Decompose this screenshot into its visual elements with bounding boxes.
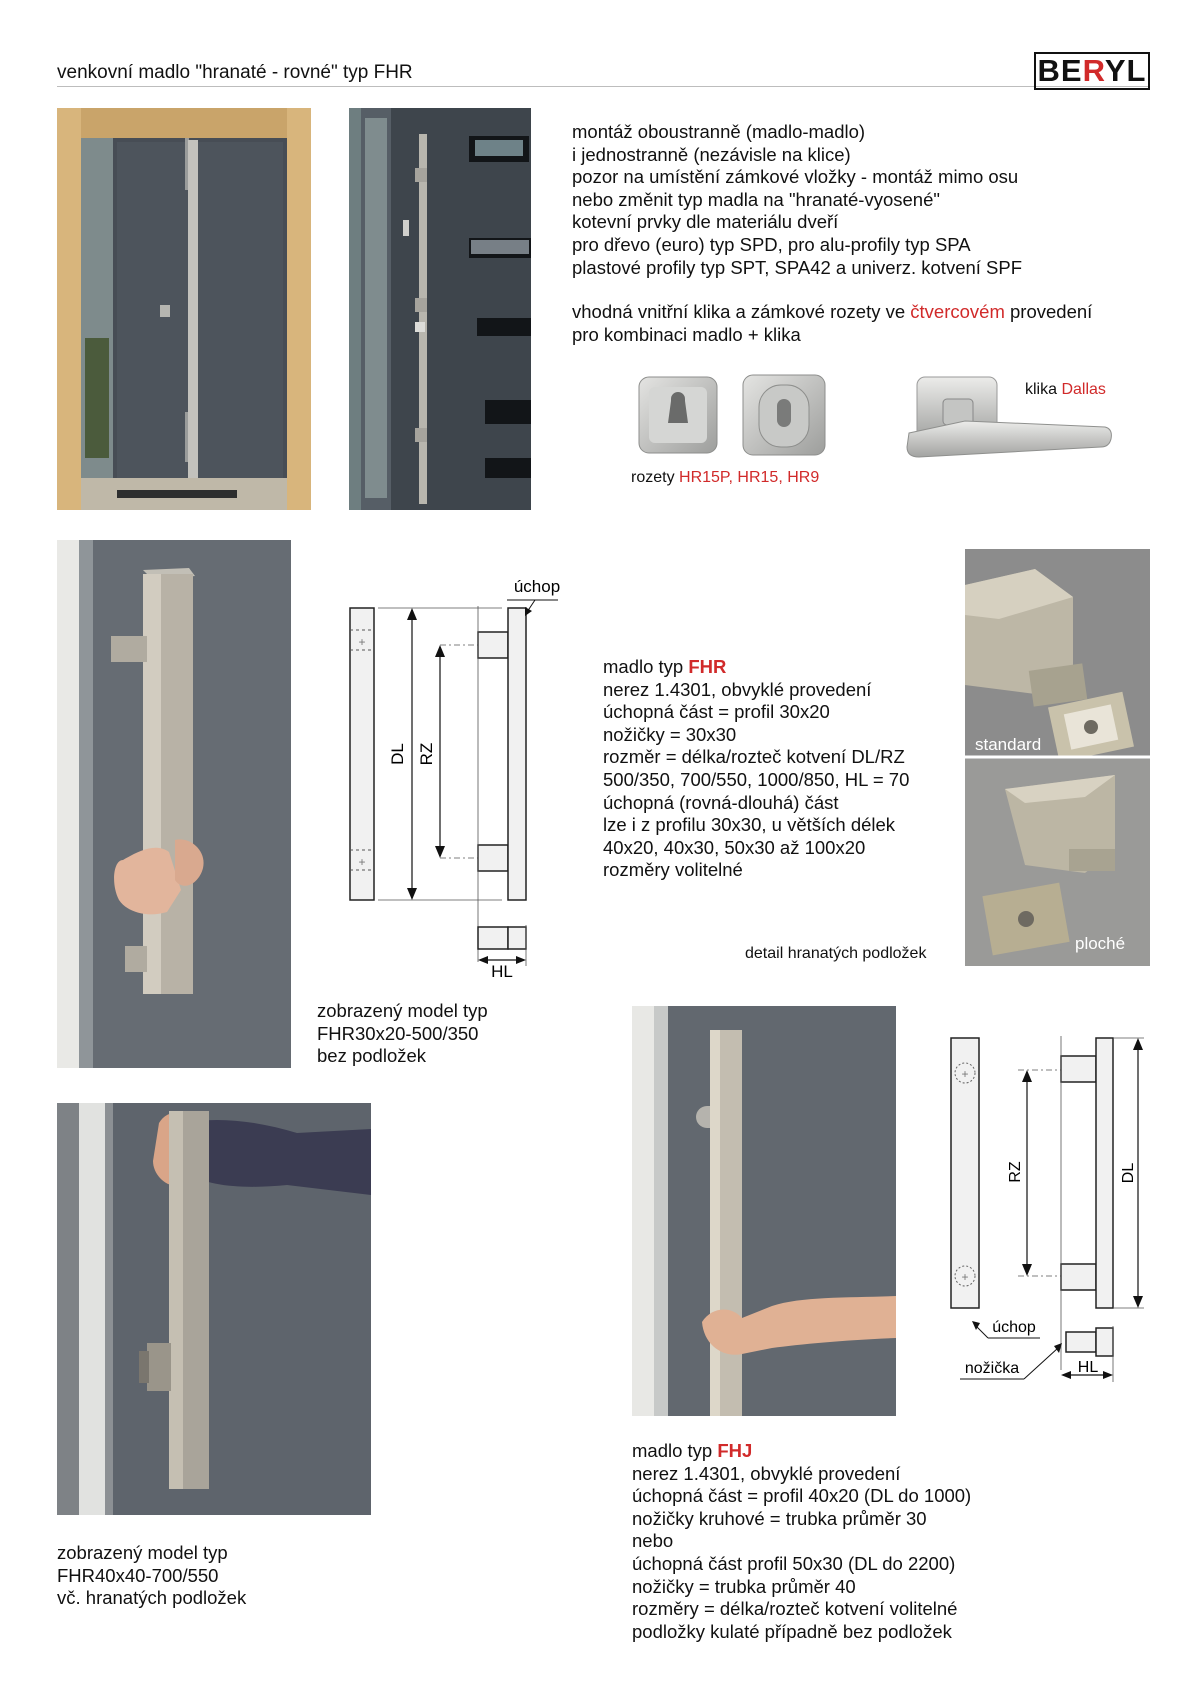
- model2-line: FHR40x40-700/550: [57, 1564, 219, 1586]
- fhj-line: podložky kulaté případně bez podložek: [632, 1620, 952, 1642]
- model1-line: bez podložek: [317, 1045, 427, 1067]
- photo-fhr30x20-hand: [57, 540, 291, 1068]
- fhj-line: nerez 1.4301, obvyklé provedení: [632, 1462, 901, 1484]
- fhj-title-prefix: madlo typ: [632, 1440, 718, 1461]
- mounting-line: nebo změnit typ madla na "hranaté-vyosené": [572, 188, 940, 210]
- fhr-line: nerez 1.4301, obvyklé provedení: [603, 678, 872, 700]
- model1-line: zobrazený model typ: [317, 1000, 488, 1021]
- mounting-line: plastové profily typ SPT, SPA42 a univerz. kotvení SPF: [572, 256, 1023, 278]
- fhr-title-model: FHR: [688, 656, 727, 677]
- fhr-line: nožičky = 30x30: [603, 723, 737, 745]
- drawing2-grip-label: úchop: [992, 1319, 1036, 1336]
- plate-standard-label: standard: [975, 735, 1042, 754]
- combination-tip-line2: pro kombinaci madlo + klika: [572, 323, 801, 345]
- svg-text:+: +: [961, 1067, 969, 1081]
- fhr-line: rozměr = délka/rozteč kotvení DL/RZ: [603, 746, 905, 768]
- photo-fhr40x40-hand: [57, 1103, 371, 1515]
- drawing-grip-label: úchop: [513, 577, 561, 596]
- drawing2-dl-label: DL: [1120, 1162, 1137, 1184]
- svg-text:+: +: [961, 1270, 969, 1284]
- svg-text:+: +: [358, 635, 366, 649]
- fhr-line: 500/350, 700/550, 1000/850, HL = 70: [603, 768, 910, 790]
- drawing2-hl-label: HL: [1077, 1359, 1099, 1376]
- plate-flat-label: ploché: [1075, 934, 1126, 953]
- combination-tip: [572, 301, 1182, 324]
- fhr-spec: [603, 656, 933, 882]
- fhj-line: úchopná část profil 50x30 (DL do 2200): [632, 1552, 956, 1574]
- model2-line: zobrazený model typ: [57, 1542, 228, 1563]
- fhj-line: rozměry = délka/rozteč kotvení volitelné: [632, 1598, 958, 1620]
- logo-part-1: BE: [1037, 53, 1083, 88]
- fhj-title-model: FHJ: [717, 1440, 753, 1461]
- fhr-line: úchopná (rovná-dlouhá) část: [603, 791, 839, 813]
- fhr-line: lze i z profilu 30x30, u větších délek: [603, 814, 896, 836]
- drawing-fhr: [345, 570, 565, 980]
- rosettes-image: [635, 373, 830, 458]
- mounting-line: i jednostranně (nezávisle na klice): [572, 143, 851, 165]
- mounting-line: pro dřevo (euro) typ SPD, pro alu-profily typ SPA: [572, 233, 971, 255]
- fhj-line: úchopná část = profil 40x20 (DL do 1000): [632, 1485, 972, 1507]
- fhj-line: nožičky kruhové = trubka průměr 30: [632, 1507, 927, 1529]
- tip-text-end: provedení: [1004, 301, 1093, 323]
- rosettes-models: HR15P, HR15, HR9: [679, 469, 820, 486]
- logo-part-2: R: [1082, 53, 1105, 88]
- header-divider: [57, 86, 1149, 87]
- tip-highlight: čtvercovém: [910, 301, 1005, 323]
- rosettes-label: rozety: [631, 469, 680, 486]
- model2-line: vč. hranatých podložek: [57, 1587, 247, 1609]
- lever-caption: [1025, 381, 1106, 399]
- page-title: venkovní madlo "hranaté - rovné" typ FHR: [57, 62, 413, 83]
- drawing-hl-label: HL: [491, 962, 513, 980]
- drawing-dl-label: DL: [388, 743, 407, 765]
- model1-line: FHR30x20-500/350: [317, 1022, 479, 1044]
- fhr-line: 40x20, 40x30, 50x30 až 100x20: [603, 836, 866, 858]
- model2-caption: [57, 1542, 317, 1610]
- photo-fhj-hand: [632, 1006, 896, 1416]
- rosettes-caption: [631, 469, 819, 487]
- drawing2-rz-label: RZ: [1007, 1161, 1024, 1183]
- detail-caption: detail hranatých podložek: [745, 945, 927, 962]
- photo-door-side: [349, 108, 531, 510]
- logo-part-3: YL: [1104, 53, 1147, 88]
- svg-text:+: +: [358, 855, 366, 869]
- fhr-line: úchopná část = profil 30x20: [603, 701, 830, 723]
- fhj-title: [632, 1440, 1052, 1463]
- fhj-line: nožičky = trubka průměr 40: [632, 1575, 856, 1597]
- photo-base-plates: [965, 549, 1150, 966]
- mounting-line: montáž oboustranně (madlo-madlo): [572, 121, 866, 142]
- fhr-title: [603, 656, 933, 679]
- mounting-info: [572, 121, 1182, 346]
- lever-model: Dallas: [1061, 381, 1106, 398]
- lever-label: klika: [1025, 381, 1062, 398]
- tip-text: vhodná vnitřní klika a zámkové rozety ve: [572, 301, 911, 323]
- fhj-spec: [632, 1440, 1052, 1643]
- fhj-line: nebo: [632, 1530, 674, 1552]
- model1-caption: [317, 1000, 557, 1068]
- beryl-logo: [1034, 52, 1150, 90]
- drawing-rz-label: RZ: [417, 742, 436, 766]
- photo-door-front: [57, 108, 311, 510]
- drawing-fhj: [948, 1030, 1158, 1390]
- drawing2-foot-label: nožička: [964, 1360, 1020, 1377]
- mounting-line: kotevní prvky dle materiálu dveří: [572, 211, 839, 233]
- fhr-title-prefix: madlo typ: [603, 656, 689, 677]
- fhr-line: rozměry volitelné: [603, 859, 743, 881]
- mounting-line: pozor na umístění zámkové vložky - montáž mimo osu: [572, 166, 1019, 188]
